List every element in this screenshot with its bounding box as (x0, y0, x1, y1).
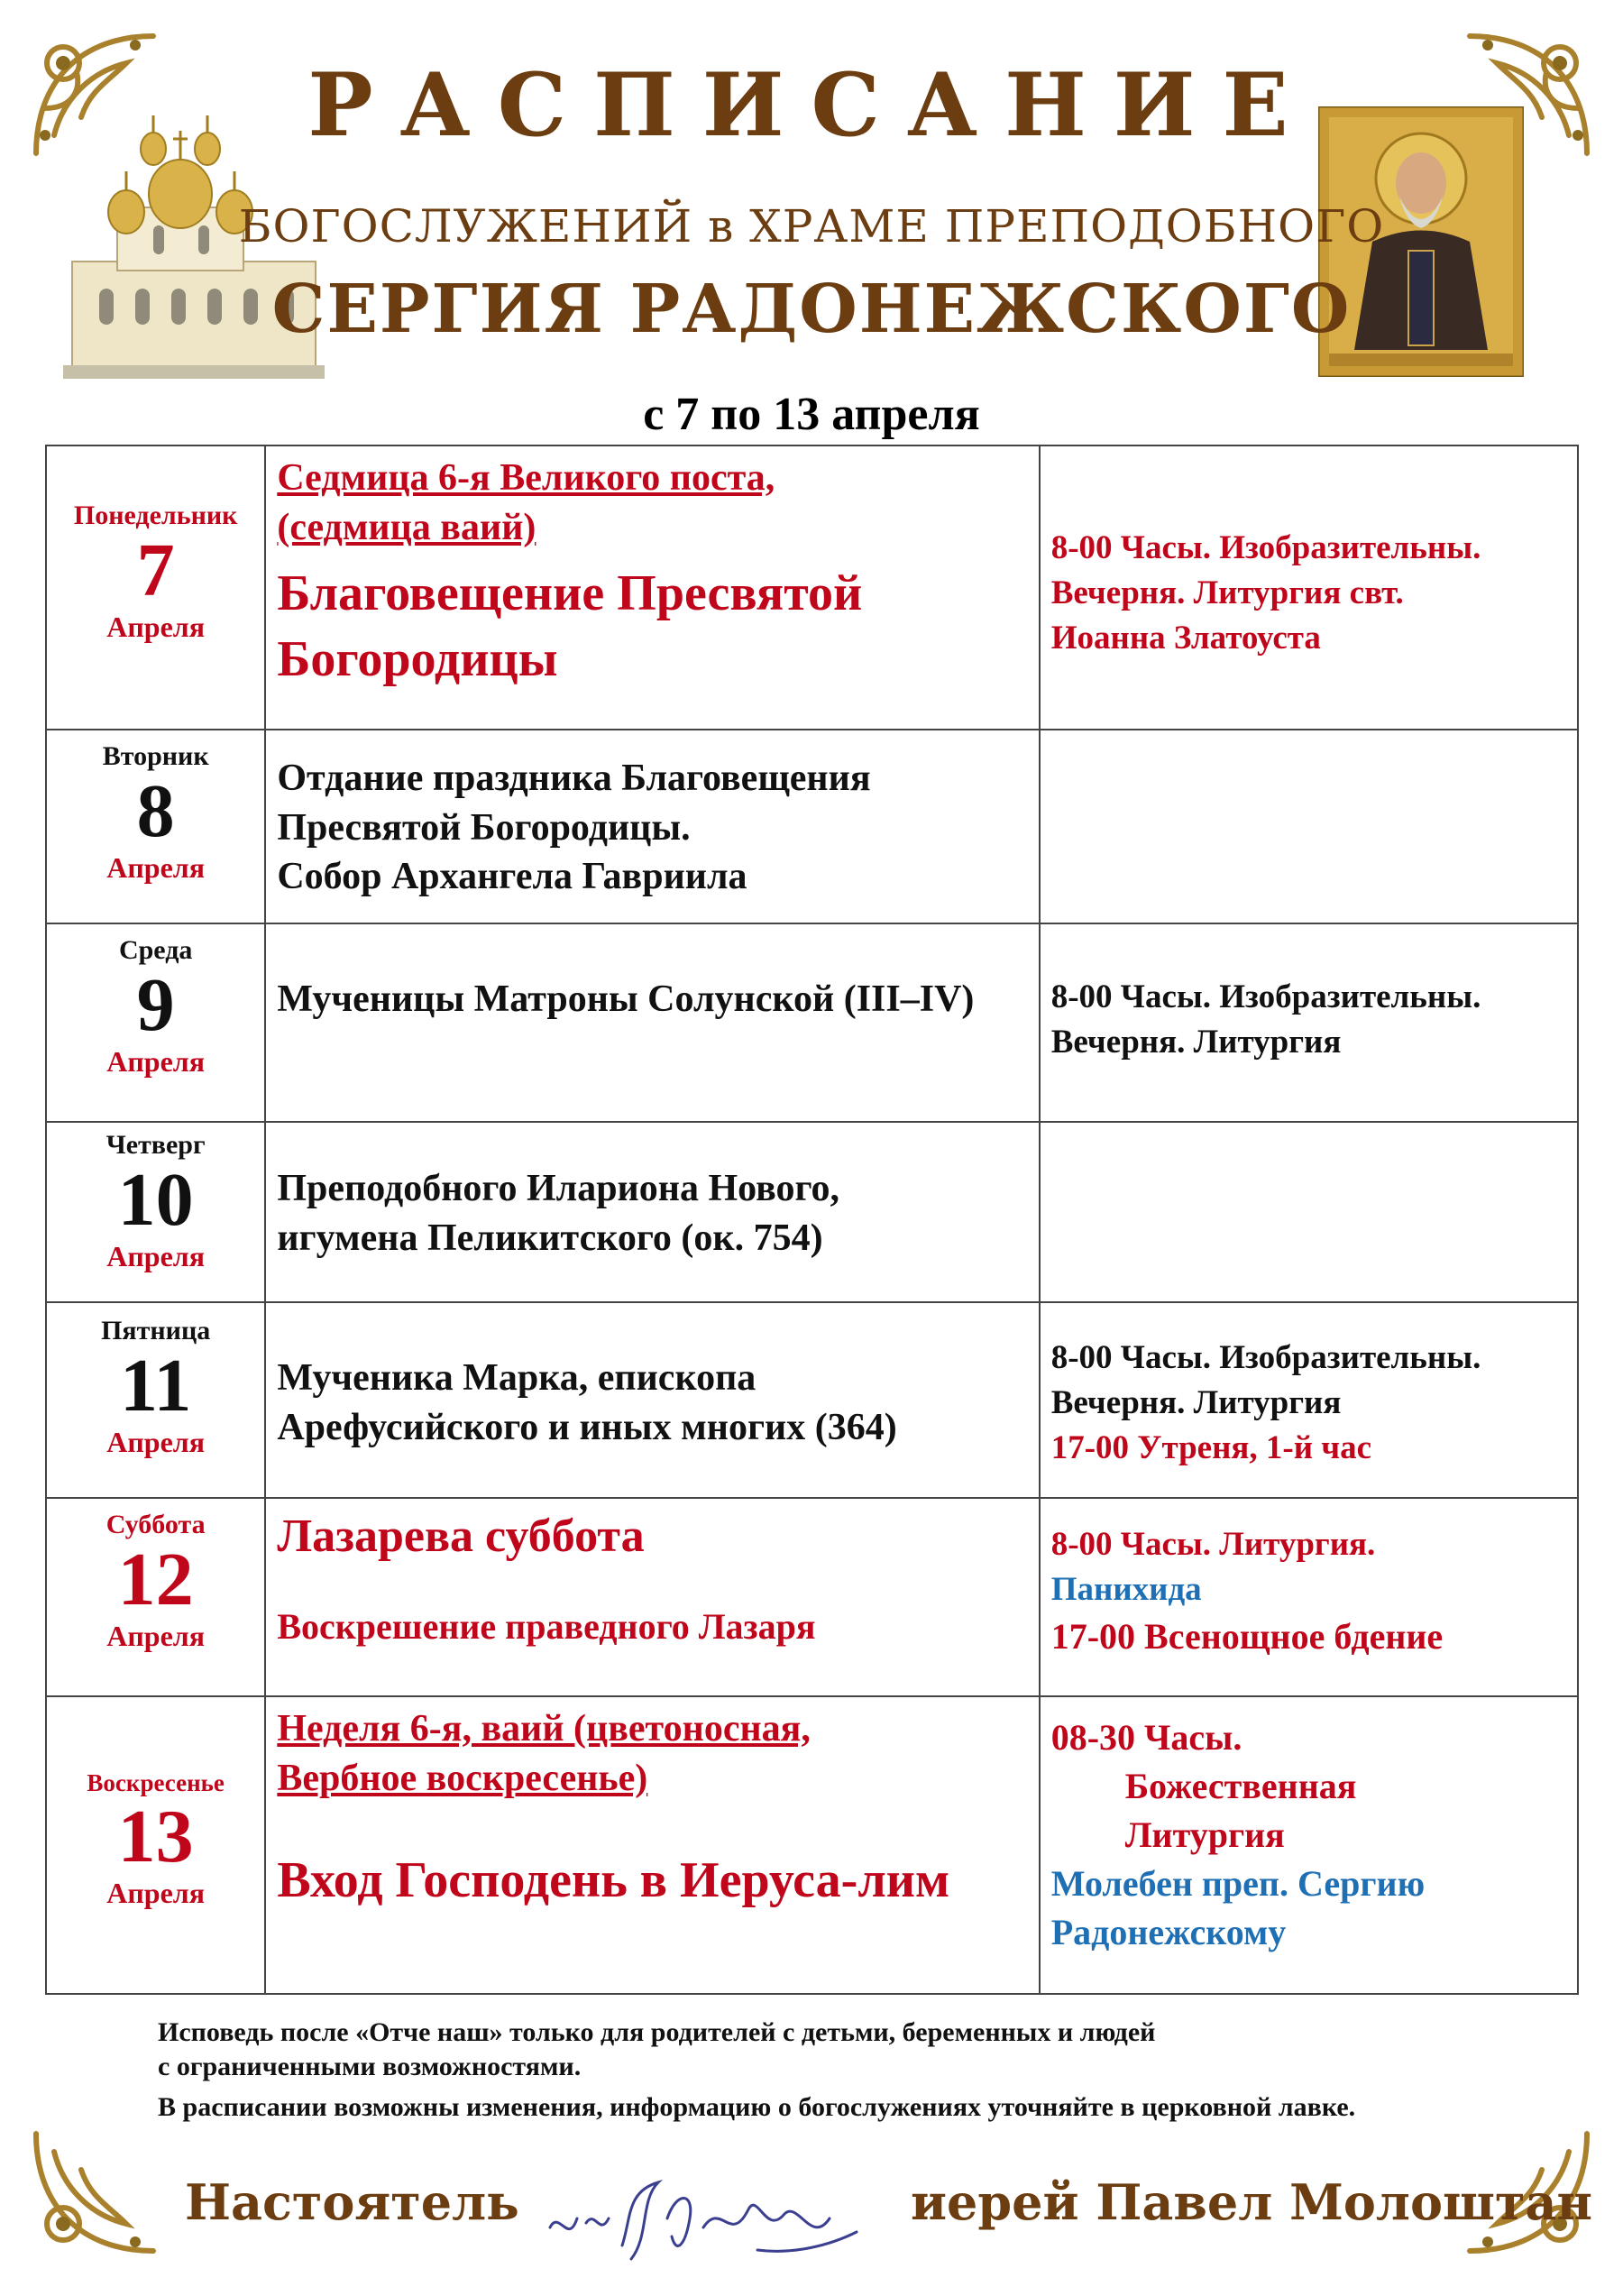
day-number: 7 (136, 528, 175, 612)
table-row (46, 1302, 1578, 1498)
handwritten-signature (541, 2164, 866, 2273)
event-text: Седмица 6-я Великого поста, (277, 457, 775, 499)
table-row (46, 730, 1578, 923)
page-subtitle: БОГОСЛУЖЕНИЙ в ХРАМЕ ПРЕПОДОБНОГО (238, 200, 1385, 253)
table-row (46, 445, 1578, 730)
note-line: Исповедь после «Отче наш» только для родителей с детьми, беременных и людей (158, 2017, 1156, 2047)
weekday-label: Воскресенье (87, 1769, 225, 1796)
event-cell (265, 1696, 1039, 1994)
service-text: 17-00 Всенощное бдение (1050, 1615, 1444, 1657)
event-text: Арефусийского и иных многих (364) (277, 1406, 897, 1448)
event-cell (265, 1302, 1039, 1498)
service-text: Радонежскому (1050, 1912, 1287, 1952)
table-row (46, 1498, 1578, 1696)
event-text: Мученицы Матроны Солунской (III–IV) (277, 978, 975, 1020)
service-text: Вечерня. Литургия (1050, 1023, 1342, 1061)
month-label: Апреля (106, 851, 206, 885)
feast-title: Вход Господень в Иеруса-лим (277, 1852, 950, 1909)
schedule-table (45, 445, 1579, 1995)
event-text: Пресвятой Богородицы. (277, 806, 691, 849)
service-text: Панихида (1050, 1570, 1202, 1608)
event-text: (седмица ваий) (277, 506, 536, 548)
date-cell (46, 1498, 265, 1696)
service-text: Вечерня. Литургия свт. (1050, 574, 1404, 611)
event-text: Преподобного Илариона Нового, (277, 1168, 839, 1209)
month-label: Апреля (106, 1045, 206, 1079)
rector-name: иерей Павел Молоштан (911, 2173, 1592, 2231)
day-number: 10 (117, 1158, 194, 1242)
date-cell (46, 923, 265, 1122)
event-cell (265, 730, 1039, 923)
month-label: Апреля (106, 1620, 206, 1653)
date-cell (46, 1696, 265, 1994)
weekday-label: Суббота (105, 1510, 206, 1539)
changes-note: В расписании возможны изменения, информацию о богослужениях уточняйте в церковной лавке. (158, 2092, 1356, 2122)
event-text: Отдание праздника Благовещения (277, 758, 871, 799)
weekday-label: Понедельник (73, 501, 238, 530)
corner-ornament-icon (27, 2125, 162, 2260)
event-text: Собор Архангела Гавриила (277, 856, 747, 898)
service-text: 8-00 Часы. Литургия. (1050, 1526, 1376, 1563)
month-label: Апреля (106, 1877, 206, 1910)
event-text: Мученика Марка, епископа (277, 1357, 756, 1399)
event-text: игумена Пеликитского (ок. 754) (277, 1217, 823, 1259)
service-cell (1040, 1302, 1578, 1498)
date-cell (46, 730, 265, 923)
service-text: 08-30 Часы. (1050, 1717, 1242, 1758)
page-title: РАСПИСАНИЕ (307, 54, 1316, 156)
service-text: Иоанна Златоуста (1050, 619, 1321, 657)
weekday-label: Вторник (102, 741, 209, 771)
day-number: 13 (117, 1795, 194, 1878)
day-number: 8 (136, 769, 175, 853)
event-cell (265, 445, 1039, 730)
service-text: Божественная (1124, 1766, 1357, 1806)
event-text: Вербное воскресенье) (277, 1757, 648, 1799)
service-cell (1040, 445, 1578, 730)
day-number: 12 (117, 1538, 194, 1621)
weekday-label: Пятница (101, 1316, 211, 1345)
month-label: Апреля (106, 1240, 206, 1273)
service-text: 8-00 Часы. Изобразительны. (1050, 529, 1481, 566)
service-cell (1040, 1498, 1578, 1696)
service-text: Молебен преп. Сергию (1050, 1863, 1426, 1904)
date-cell (46, 1122, 265, 1302)
table-row (46, 1696, 1578, 1994)
date-cell (46, 1302, 265, 1498)
note-line: с ограниченными возможностями. (158, 2051, 582, 2081)
temple-name: СЕРГИЯ РАДОНЕЖСКОГО (271, 271, 1352, 348)
event-cell (265, 923, 1039, 1122)
date-range: с 7 по 13 апреля (643, 389, 980, 440)
feast-title: Благовещение Пресвятой Богородицы (277, 565, 863, 687)
feast-title: Лазарева суббота (277, 1511, 645, 1562)
rector-role: Настоятель (185, 2173, 519, 2231)
service-cell (1040, 923, 1578, 1122)
weekday-label: Среда (118, 935, 193, 965)
table-row (46, 1122, 1578, 1302)
event-cell (265, 1498, 1039, 1696)
service-text: 8-00 Часы. Изобразительны. (1050, 978, 1481, 1015)
service-cell (1040, 1696, 1578, 1994)
month-label: Апреля (106, 611, 206, 644)
service-text: Литургия (1124, 1814, 1285, 1855)
day-number: 9 (136, 963, 175, 1047)
weekday-label: Четверг (105, 1130, 206, 1160)
date-cell (46, 445, 265, 730)
event-cell (265, 1122, 1039, 1302)
service-text: 8-00 Часы. Изобразительны. (1050, 1339, 1481, 1376)
day-number: 11 (119, 1344, 192, 1428)
service-text: 17-00 Утреня, 1-й час (1050, 1428, 1372, 1466)
service-cell (1040, 1122, 1578, 1302)
event-text: Воскрешение праведного Лазаря (277, 1605, 816, 1647)
month-label: Апреля (106, 1426, 206, 1459)
confession-note (158, 2016, 1564, 2083)
event-text: Неделя 6-я, ваий (цветоносная, (277, 1708, 811, 1750)
table-row (46, 923, 1578, 1122)
service-cell (1040, 730, 1578, 923)
service-text: Вечерня. Литургия (1050, 1383, 1342, 1421)
